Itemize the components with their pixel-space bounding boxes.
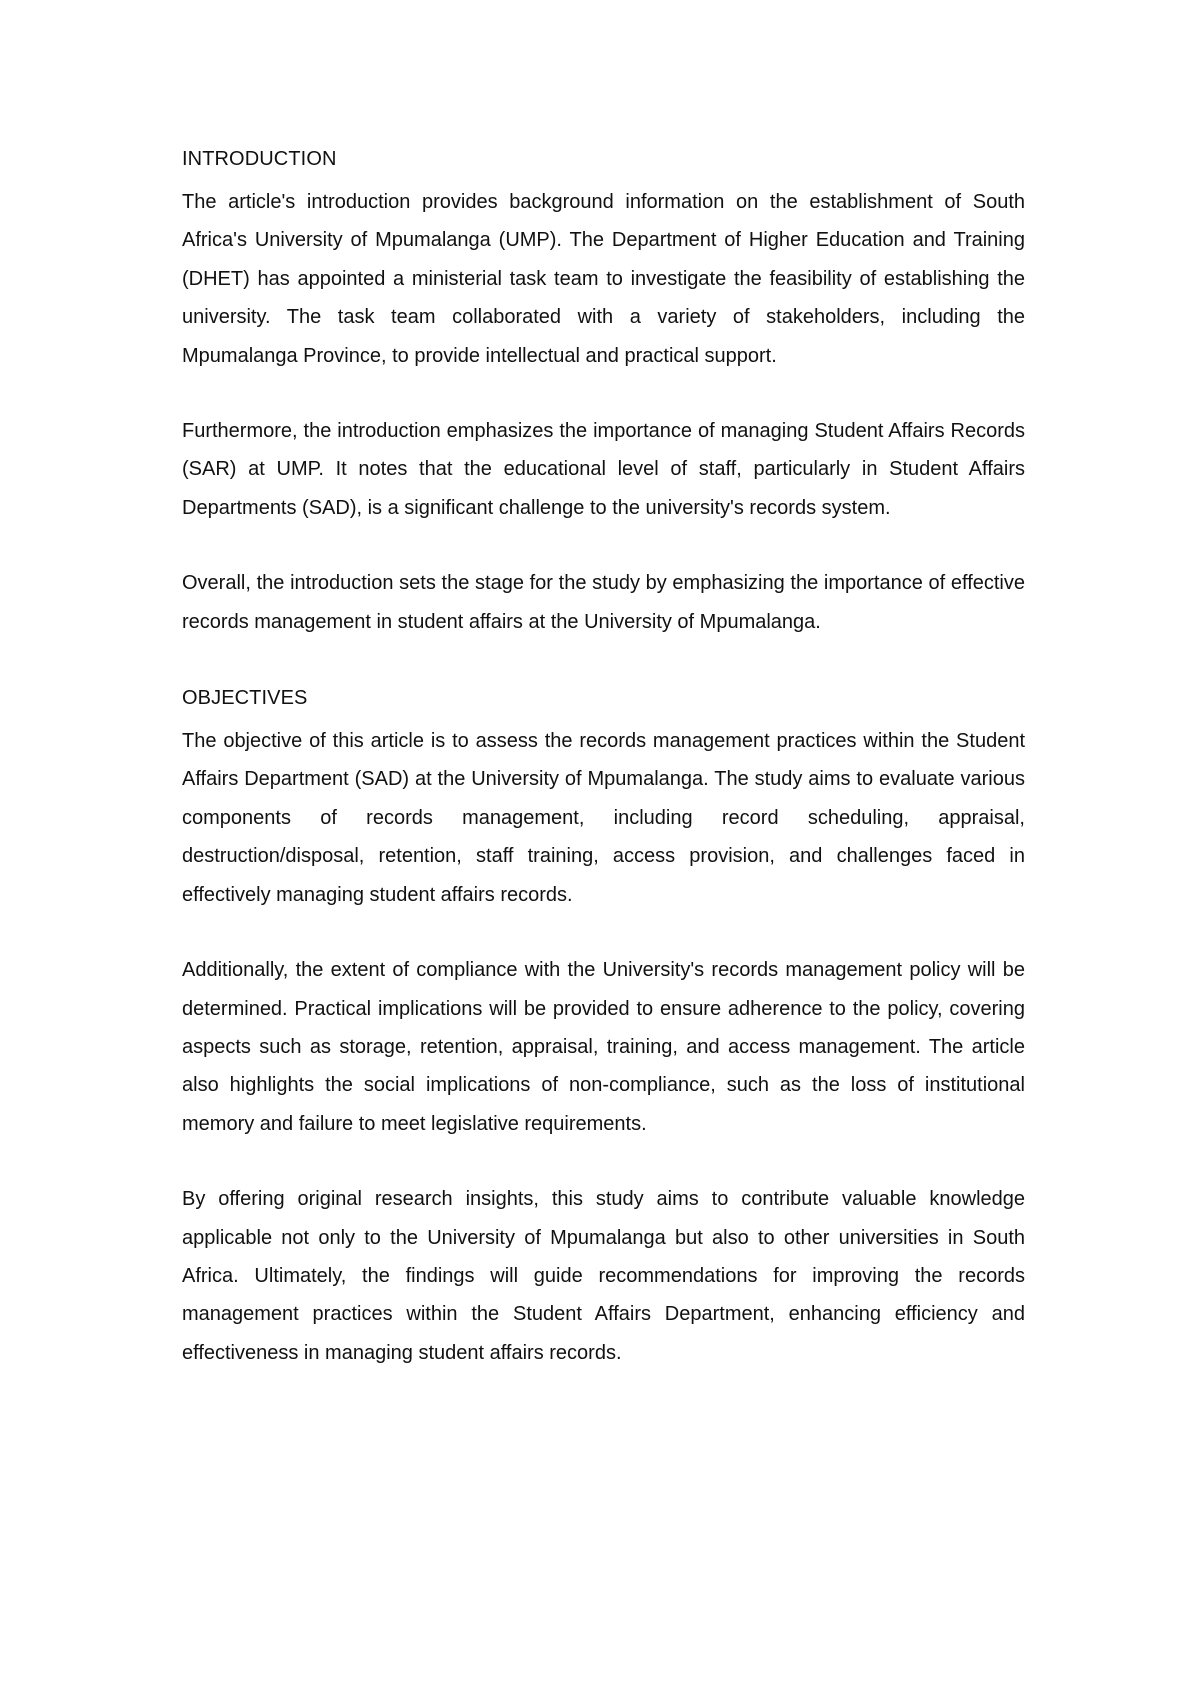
paragraph: Furthermore, the introduction emphasizes the importance of managing Student Affairs Records (SAR) at UMP. It notes that the educational level of staff, particularly in Student Affairs Departments (SAD), is a significant challenge to the university's records system. (182, 420, 1025, 519)
section-introduction (182, 140, 1025, 641)
section-heading: OBJECTIVES (182, 687, 308, 710)
section-objectives (182, 679, 1025, 1372)
paragraph-spacer (182, 1143, 1025, 1180)
section-heading: INTRODUCTION (182, 148, 337, 170)
paragraph: The article's introduction provides background information on the establishment of South Africa's University of Mpumalanga (UMP). The Department of Higher Education and Training (DHET) has appointed a ministerial task team to investigate the feasibility of establishing the university. The task team collaborated with a variety of stakeholders, including the Mpumalanga Province, to provide intellectual and practical support. (182, 191, 1025, 367)
paragraph: By offering original research insights, this study aims to contribute valuable knowledge applicable not only to the University of Mpumalanga but also to other universities in South Africa. Ultimately, the findings will guide recommendations for improving the records management practices within the Student Affairs Department, enhancing efficiency and effectiveness in managing student affairs records. (182, 1188, 1025, 1364)
section-spacer (182, 641, 1025, 679)
paragraph: Overall, the introduction sets the stage for the study by emphasizing the importance of effective records management in student affairs at the University of Mpumalanga. (182, 572, 1025, 633)
paragraph-spacer (182, 527, 1025, 564)
paragraph: Additionally, the extent of compliance with the University's records management policy will be determined. Practical implications will be provided to ensure adherence to the policy, covering aspects such as storage, retention, appraisal, training, and access management. The article also highlights the social implications of non-compliance, such as the loss of institutional memory and failure to meet legislative requirements. (182, 959, 1025, 1135)
paragraph-spacer (182, 914, 1025, 951)
paragraph: The objective of this article is to assess the records management practices within the Student Affairs Department (SAD) at the University of Mpumalanga. The study aims to evaluate various components of records management, including record scheduling, appraisal, destruction/disposal, retention, staff training, access provision, and challenges faced in effectively managing student affairs records. (182, 730, 1025, 906)
paragraph-spacer (182, 375, 1025, 412)
document-page (182, 140, 1025, 1372)
